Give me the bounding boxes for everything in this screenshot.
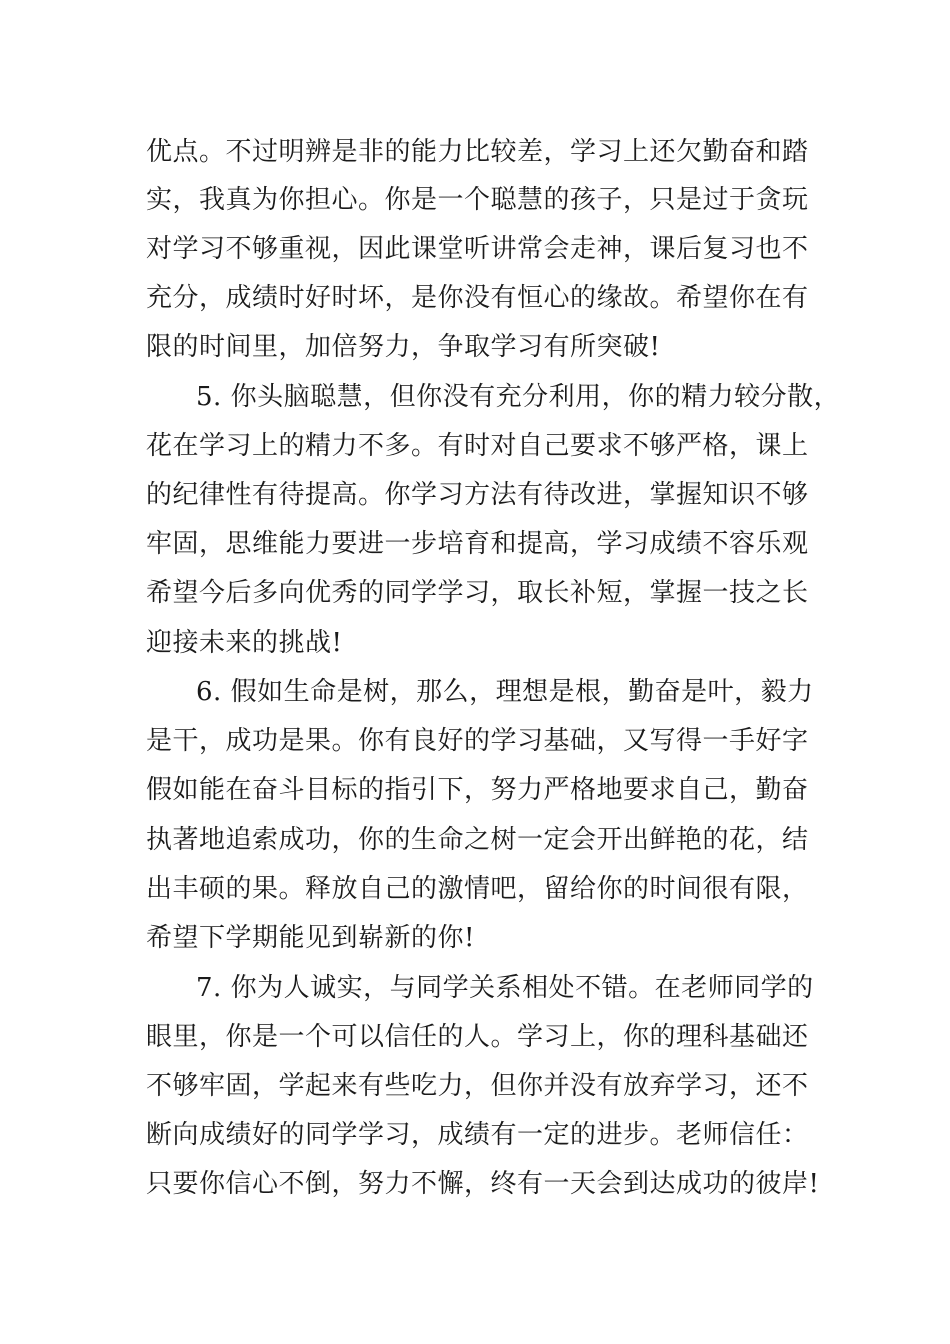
text-line: 眼里，你是一个可以信任的人。学习上，你的理科基础还 (146, 1022, 809, 1052)
text-line: 充分，成绩时好时坏，是你没有恒心的缘故。希望你在有 (146, 283, 809, 313)
text-line: 希望下学期能见到崭新的你! (146, 923, 475, 953)
text-line: 牢固，思维能力要进一步培育和提高，学习成绩不容乐观 (146, 529, 809, 559)
text-line: 迎接未来的挑战! (146, 628, 343, 658)
paragraph-7-first-line: 7. 你为人诚实，与同学关系相处不错。在老师同学的 (196, 973, 814, 1003)
paragraph-6-first-line: 6. 假如生命是树，那么，理想是根，勤奋是叶，毅力 (196, 677, 814, 707)
text-line: 是干，成功是果。你有良好的学习基础，又写得一手好字 (146, 726, 809, 756)
text-line: 假如能在奋斗目标的指引下，努力严格地要求自己，勤奋 (146, 775, 809, 805)
text-line: 限的时间里，加倍努力，争取学习有所突破! (146, 332, 661, 362)
text-line: 希望今后多向优秀的同学学习，取长补短，掌握一技之长 (146, 578, 809, 608)
text-line: 对学习不够重视，因此课堂听讲常会走神，课后复习也不 (146, 234, 809, 264)
text-line: 断向成绩好的同学学习，成绩有一定的进步。老师信任： (146, 1120, 809, 1150)
text-line: 出丰硕的果。释放自己的激情吧，留给你的时间很有限， (146, 874, 809, 904)
paragraph-5-first-line: 5. 你头脑聪慧，但你没有充分利用，你的精力较分散， (196, 382, 841, 412)
text-line: 花在学习上的精力不多。有时对自己要求不够严格，课上 (146, 431, 809, 461)
text-line: 不够牢固，学起来有些吃力，但你并没有放弃学习，还不 (146, 1071, 809, 1101)
text-line: 只要你信心不倒，努力不懈，终有一天会到达成功的彼岸! (146, 1169, 820, 1199)
text-line: 优点。不过明辨是非的能力比较差，学习上还欠勤奋和踏 (146, 137, 809, 167)
text-line: 实，我真为你担心。你是一个聪慧的孩子，只是过于贪玩 (146, 185, 809, 215)
text-line: 执著地追索成功，你的生命之树一定会开出鲜艳的花，结 (146, 825, 809, 855)
text-line: 的纪律性有待提高。你学习方法有待改进，掌握知识不够 (146, 480, 809, 510)
